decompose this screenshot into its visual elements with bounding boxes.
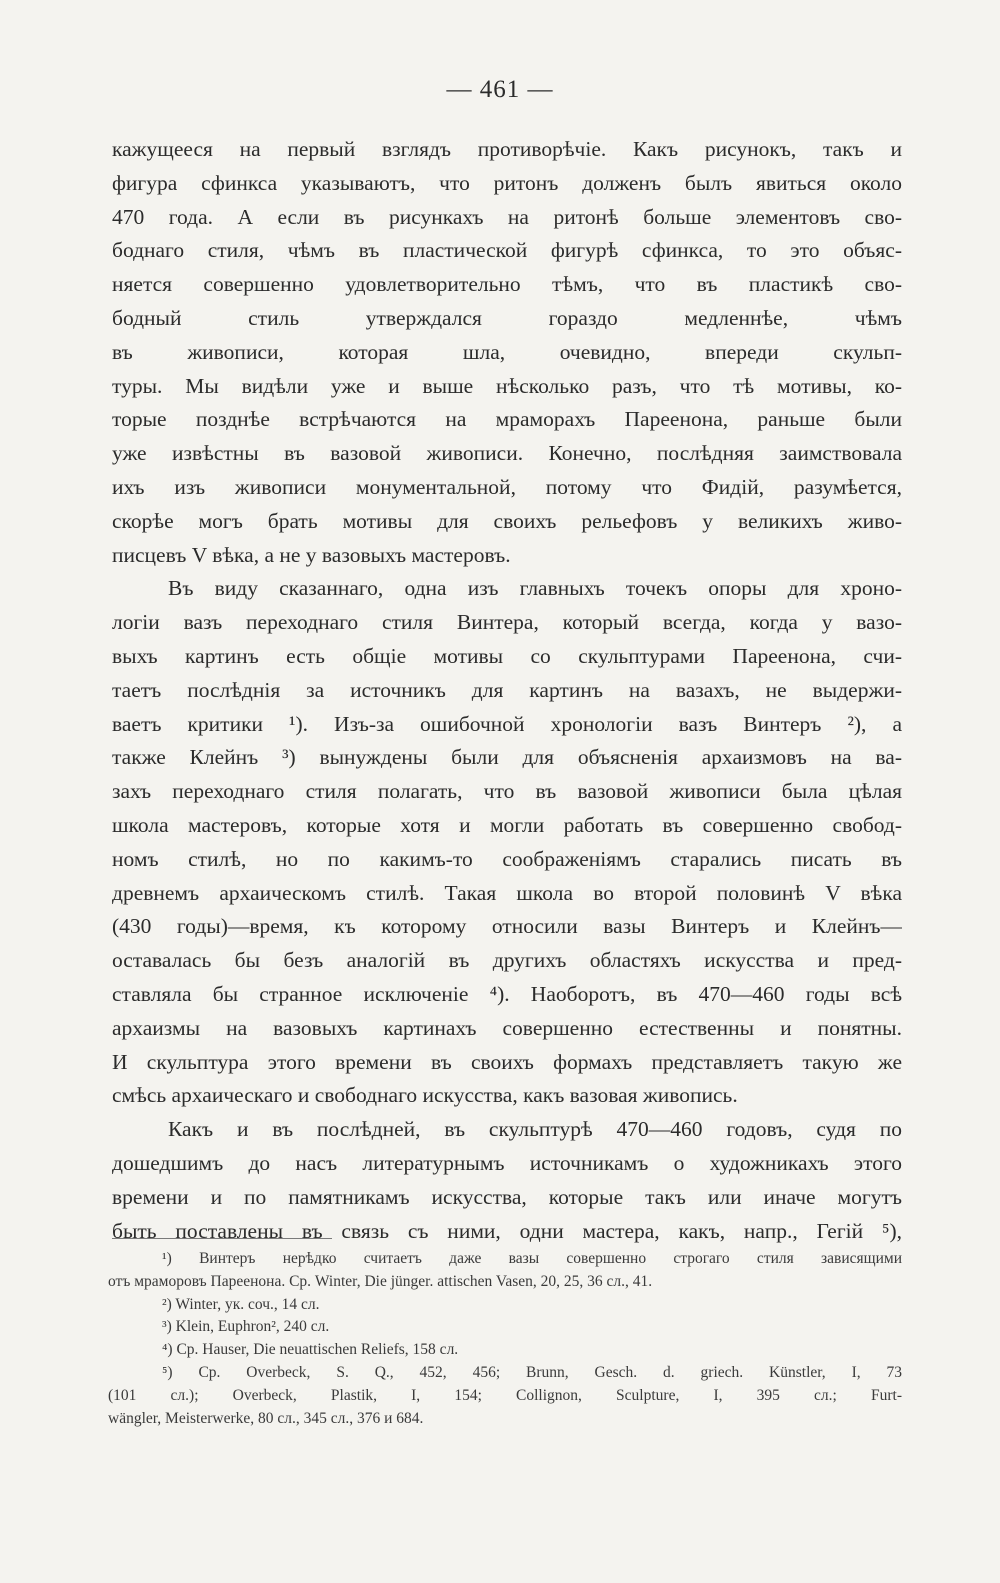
footnote-line: ⁵) Ср. Overbeck, S. Q., 452, 456; Brunn, Gesch. d. griech. Künstler, I, 73 bbox=[162, 1363, 902, 1381]
paragraph-start-line: Въ виду сказаннаго, одна изъ главныхъ точекъ опоры для хроно- bbox=[168, 576, 902, 601]
page-number: — 461 — bbox=[446, 76, 554, 103]
body-text bbox=[112, 133, 902, 1248]
text-line: дошедшимъ до насъ литературнымъ источникамъ о художникахъ этого bbox=[112, 1150, 902, 1175]
text-line: ставляла бы странное исключеніе ⁴). Наоборотъ, въ 470—460 годы всѣ bbox=[112, 981, 902, 1006]
text-line: кажущееся на первый взглядъ противорѣчіе. Какъ рисунокъ, такъ и bbox=[112, 137, 902, 161]
footnote-line: отъ мраморовъ Пареенона. Ср. Winter, Die jünger. attischen Vasen, 20, 25, 36 сл., 41. bbox=[108, 1272, 653, 1290]
text-line: И скульптура этого времени въ своихъ формахъ представляетъ такую же bbox=[112, 1049, 902, 1074]
text-line: бодный стиль утверждался гораздо медленнѣе, чѣмъ bbox=[112, 305, 902, 330]
text-line: таетъ послѣднія за источникъ для картинъ на вазахъ, не выдержи- bbox=[112, 677, 902, 702]
footnote-line: wängler, Meisterwerke, 80 сл., 345 сл., 376 и 684. bbox=[108, 1409, 424, 1427]
footnote-line: ³) Klein, Euphron², 240 сл. bbox=[162, 1318, 330, 1336]
text-line: захъ переходнаго стиля полагать, что въ вазовой живописи была цѣлая bbox=[112, 779, 902, 804]
text-line: выхъ картинъ есть общіе мотивы со скульптурами Пареенона, счи- bbox=[112, 643, 902, 668]
text-line: времени и по памятникамъ искусства, которые такъ или иначе могутъ bbox=[112, 1184, 902, 1209]
text-line: 470 года. А если въ рисункахъ на ритонѣ больше элементовъ сво- bbox=[112, 204, 902, 229]
footnote-divider bbox=[112, 1238, 332, 1239]
text-line: торые позднѣе встрѣчаются на мраморахъ Пареенона, раньше были bbox=[112, 407, 902, 432]
text-line: боднаго стиля, чѣмъ въ пластической фигурѣ сфинкса, то это объяс- bbox=[112, 238, 902, 263]
text-line: ваетъ критики ¹). Изъ-за ошибочной хронологіи вазъ Винтеръ ²), а bbox=[112, 711, 902, 736]
footnote-line: ²) Winter, ук. соч., 14 сл. bbox=[162, 1295, 320, 1313]
text-line: скорѣе могъ брать мотивы для своихъ рельефовъ у великихъ живо- bbox=[112, 508, 902, 533]
text-line: въ живописи, которая шла, очевидно, впереди скульп- bbox=[112, 339, 902, 364]
paragraph-start-line: Какъ и въ послѣдней, въ скульптурѣ 470—460 годовъ, судя по bbox=[168, 1117, 902, 1142]
text-line: архаизмы на вазовыхъ картинахъ совершенно естественны и понятны. bbox=[112, 1015, 902, 1040]
text-line: уже извѣстны въ вазовой живописи. Конечно, послѣдняя заимствовала bbox=[112, 441, 902, 466]
footnote-line: ⁴) Ср. Hauser, Die neuattischen Reliefs, 158 сл. bbox=[162, 1341, 459, 1359]
text-line: (430 годы)—время, къ которому относили вазы Винтеръ и Клейнъ— bbox=[112, 914, 902, 939]
text-line: также Клейнъ ³) вынуждены были для объясненія архаизмовъ на ва- bbox=[112, 745, 902, 770]
text-line: древнемъ архаическомъ стилѣ. Такая школа во второй половинѣ V вѣка bbox=[112, 880, 902, 905]
text-line: няется совершенно удовлетворительно тѣмъ, что въ пластикѣ сво- bbox=[112, 272, 902, 297]
text-line: фигура сфинкса указываютъ, что ритонъ долженъ былъ явиться около bbox=[112, 170, 902, 195]
footnote-line: (101 сл.); Overbeck, Plastik, I, 154; Collignon, Sculpture, I, 395 сл.; Furt- bbox=[108, 1386, 902, 1404]
text-line: школа мастеровъ, которые хотя и могли работать въ совершенно свобод- bbox=[112, 812, 902, 837]
text-line: писцевъ V вѣка, а не у вазовыхъ мастеровъ. bbox=[112, 542, 511, 567]
text-line: логіи вазъ переходнаго стиля Винтера, который всегда, когда у вазо- bbox=[112, 610, 902, 635]
text-line: оставалась бы безъ аналогій въ другихъ областяхъ искусства и пред- bbox=[112, 948, 902, 973]
text-line: туры. Мы видѣли уже и выше нѣсколько разъ, что тѣ мотивы, ко- bbox=[112, 373, 902, 398]
footnote-line: ¹) Винтеръ нерѣдко считаетъ даже вазы совершенно строгаго стиля зависящими bbox=[162, 1250, 902, 1267]
text-line: быть поставлены въ связь съ ними, одни мастера, какъ, напр., Гегій ⁵), bbox=[112, 1218, 902, 1243]
text-line: ихъ изъ живописи монументальной, потому что Фидій, разумѣется, bbox=[112, 474, 902, 499]
footnotes bbox=[108, 1248, 902, 1430]
text-line: номъ стилѣ, но по какимъ-то соображеніямъ старались писать въ bbox=[112, 846, 902, 871]
text-line: смѣсь архаическаго и свободнаго искусства, какъ вазовая живопись. bbox=[112, 1083, 738, 1108]
